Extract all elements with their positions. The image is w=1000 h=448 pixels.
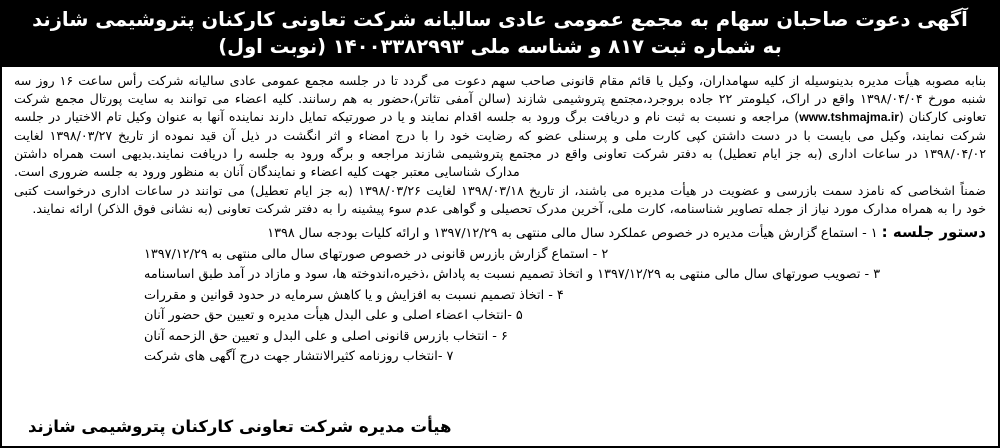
agenda-item-1-row <box>14 222 986 245</box>
poster-body <box>2 67 998 414</box>
poster-title-line-2: به شماره ثبت ۸۱۷ و شناسه ملی ۱۴۰۰۳۳۸۲۹۹۳ (نوبت اول) <box>218 35 782 58</box>
agenda-item-3: ۳ - تصویب صورتهای سال مالی منتهی به ۱۳۹۷/۱۲/۲۹ و اتخاذ تصمیم نسبت به پاداش ،ذخیره،اندوخته ها، سود و مازاد در آمد طبق اساسنامه <box>144 267 881 283</box>
agenda-item-6-row <box>14 327 986 348</box>
poster-title-line-1: آگهی دعوت صاحبان سهام به مجمع عمومی عادی سالیانه شرکت تعاونی کارکنان پتروشیمی شازند <box>32 8 968 31</box>
agenda-item-3-row <box>14 265 986 286</box>
agenda-item-1: ۱ - استماع گزارش هیأت مدیره در خصوص عملکرد سال مالی منتهی به ۱۳۹۷/۱۲/۲۹ و ارائه کلیات بودجه سال ۱۳۹۸ <box>267 226 878 242</box>
body-paragraph-2: ضمناً اشخاصی که نامزد سمت بازرسی و عضویت در هیأت مدیره می باشند، از تاریخ ۱۳۹۸/۰۳/۱۸ لغایت ۱۳۹۸/۰۳/۲۶ (به جز ایام تعطیل) می توانند در ساعات اداری درخواست کتبی خود را به همراه مدارک مورد نیاز از جمله تصاویر شناسنامه، کارت ملی، آخرین مدرک تحصیلی و گواهی عدم سوء پیشینه را به دفتر شرکت تعاونی (به نشانی فوق الذکر) ارائه نمایند. <box>14 183 986 217</box>
agenda-item-5-row <box>14 306 986 327</box>
signature-board-of-directors: هیأت مدیره شرکت تعاونی کارکنان پتروشیمی شازند <box>28 417 452 436</box>
poster-header <box>2 2 998 67</box>
agenda-item-2-row <box>14 245 986 266</box>
agenda-item-5: ۵ -انتخاب اعضاء اصلی و علی البدل هیأت مدیره و تعیین حق حضور آنان <box>144 308 523 324</box>
body-paragraph-1-part-b: ) مراجعه و نسبت به ثبت نام و دریافت برگ ورود به جلسه اقدام نمایند و یا در صورتیکه تمایل دارند نماینده آنها به عنوان وکیل تام الاختیار در جلسه شرکت نمایند، وکیل می بایست با در دست داشتن کپی کارت ملی و پرسنلی عضو که رضایت خود را با درج امضاء و اثر انگشت در ذیل آن قید نموده از تاریخ ۱۳۹۸/۰۳/۲۷ لغایت ۱۳۹۸/۰۴/۰۲ در ساعات اداری (به جز ایام تعطیل) به دفتر شرکت تعاونی واقع در مجتمع پتروشیمی شازند مراجعه و برگه ورود به جلسه را دریافت نمایند.بدیهی است همراه داشتن مدارک شناسایی معتبر جهت کلیه اعضاء و نمایندگان آنان به منظور ورود به جلسه ضروری است. <box>14 108 987 179</box>
body-paragraph-1 <box>14 72 986 180</box>
footer-spacer <box>451 416 986 438</box>
body-paragraph-1-part-a: بنابه مصوبه هیأت مدیره بدینوسیله از کلیه سهامداران، وکیل یا قائم مقام قانونی صاحب سهم دعوت می گردد تا در جلسه مجمع عمومی عادی سالیانه شرکت رأس ساعت ۱۶ روز سه شنبه مورخ ۱۳۹۸/۰۴/۰۴ واقع در اراک، کیلومتر ۲۲ جاده بروجرد،مجتمع پتروشیمی شازند (سالن آمفی تئاتر)،حضور به هم رسانند. کلیه اعضاء می توانند به سایت پورتال مجمع شرکت تعاونی کارکنان ( <box>14 73 987 124</box>
agenda-section <box>14 222 986 368</box>
agenda-item-2: ۲ - استماع گزارش بازرس قانونی در خصوص صورتهای سال مالی منتهی به ۱۳۹۷/۱۲/۲۹ <box>144 246 609 262</box>
poster-footer <box>2 414 998 446</box>
agenda-item-4-row <box>14 286 986 307</box>
agenda-item-7-row <box>14 347 986 368</box>
agenda-item-4: ۴ - اتخاذ تصمیم نسبت به افزایش و یا کاهش سرمایه در حدود قوانین و مقررات <box>144 287 564 303</box>
agenda-item-6: ۶ - انتخاب بازرس قانونی اصلی و علی البدل و تعیین حق الزحمه آنان <box>144 328 508 344</box>
agenda-label: دستور جلسه : <box>881 223 986 242</box>
agenda-item-7: ۷ -انتخاب روزنامه کثیرالانتشار جهت درج آگهی های شرکت <box>144 349 454 365</box>
portal-url-link[interactable]: www.tshmajma.ir <box>799 109 899 124</box>
